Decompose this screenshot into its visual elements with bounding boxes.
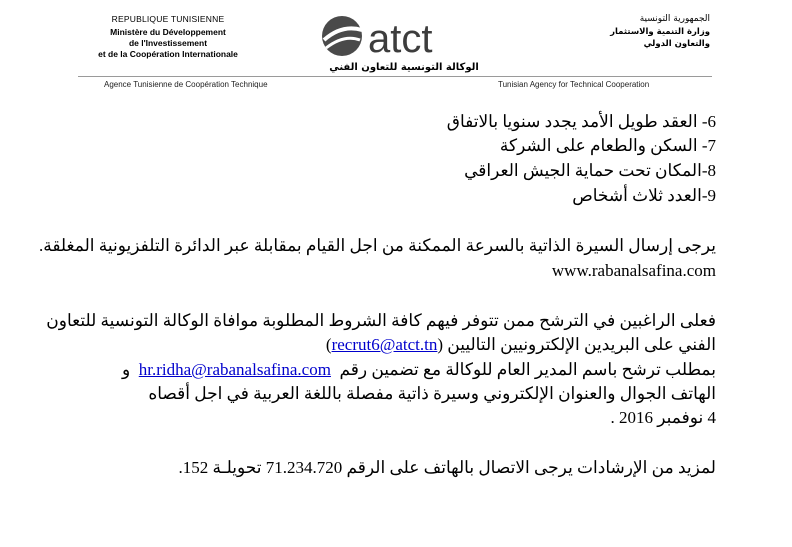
ministry-label-fr [78,27,258,60]
email-link-atct[interactable]: recrut6@atct.tn [331,335,438,354]
list-item: 6- العقد طويل الأمد يجدد سنويا بالاتفاق [446,112,716,131]
application-paragraph-line-2 [326,335,716,355]
list-item: 8-المكان تحت حماية الجيش العراقي [464,161,716,180]
header-right-block [570,14,710,50]
agency-subtitle-fr: Agence Tunisienne de Coopération Technique [104,80,268,89]
republic-label-ar: الجمهورية التونسية [639,14,710,24]
ministry-line-3: et de la Coopération Internationale [98,49,238,59]
ministry-ar-line-2: والتعاون الدولي [643,39,710,49]
website-link[interactable]: www.rabanalsafina.com [551,261,716,280]
agency-subtitle-en: Tunisian Agency for Technical Cooperation [498,80,650,89]
application-deadline: 4 نوفمبر 2016 . [610,408,716,427]
email-link-rabanalsafina[interactable]: hr.ridha@rabanalsafina.com [138,360,331,379]
line-3-text: بمطلب ترشح باسم المدير العام للوكالة مع تضمين رقم [339,360,716,379]
header-divider [78,76,712,77]
logo-wordmark: atct [368,17,433,61]
ministry-ar-line-1: وزارة التنمية والاستثمار [610,27,710,37]
line-3-prefix: و [122,360,131,379]
republic-label-fr: REPUBLIQUE TUNISIENNE [111,14,225,24]
application-paragraph-line-1: فعلى الراغبين في الترشح ممن تتوفر فيهم كافة الشروط المطلوبة موافاة الوكالة التونسية للتعاون [46,311,716,330]
ministry-line-1: Ministère du Développement [110,27,226,37]
application-paragraph-line-4: الهاتف الجوال والعنوان الإلكتروني وسيرة ذاتية مفصلة باللغة العربية في اجل أقصاه [148,384,716,403]
cv-request-paragraph: يرجى إرسال السيرة الذاتية بالسرعة الممكنة من اجل القيام بمقابلة عبر الدائرة التلفزيونية المغلقة. [38,236,716,255]
application-paragraph-line-3 [122,360,716,380]
line-2-text: الفني على البريدين الإلكترونيين التاليين ( [437,335,716,354]
ministry-label-ar [570,26,710,50]
line-2-close: ) [325,335,332,354]
logo-arabic-name: الوكالة التونسية للتعاون الفني [329,62,479,73]
list-item: 9-العدد ثلاث أشخاص [572,186,716,205]
header-left-block [78,14,258,60]
ministry-line-2: de l'Investissement [128,38,208,48]
contact-paragraph: لمزيد من الإرشادات يرجى الاتصال بالهاتف على الرقم 71.234.720 تحويلـة 152. [178,458,716,477]
list-item: 7- السكن والطعام على الشركة [499,136,716,155]
globe-icon [322,16,362,56]
